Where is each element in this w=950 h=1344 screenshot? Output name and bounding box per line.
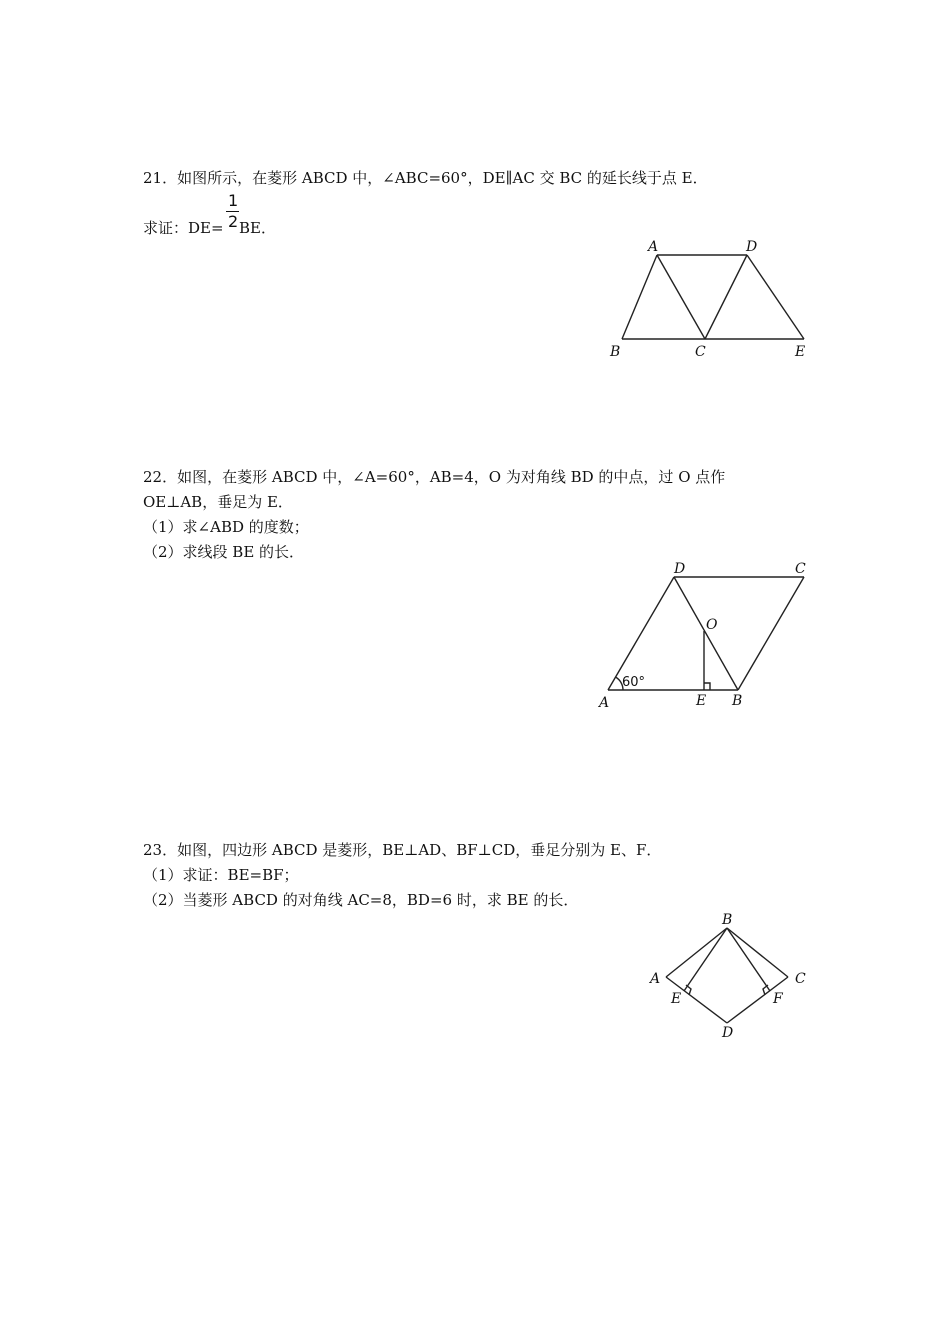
label-D: D: [722, 1025, 734, 1041]
figure-23-rhombus: [640, 905, 820, 1040]
segment-DA: [608, 577, 674, 690]
label-A: A: [650, 971, 661, 987]
segment-BC: [727, 928, 788, 977]
segment-DC: [705, 255, 747, 339]
label-E: E: [696, 693, 707, 709]
segment-DE: [747, 255, 804, 339]
problem-21-statement: 21．如图所示，在菱形 ABCD 中，∠ABC=60°，DE∥AC 交 BC 的延长线于点 E．: [143, 169, 708, 187]
segment-BA: [666, 928, 727, 977]
segment-AB: [622, 255, 657, 339]
problem-21-proof-prefix: 求证：DE=: [143, 219, 224, 237]
problem-22-statement: 22．如图，在菱形 ABCD 中，∠A=60°，AB=4，O 为对角线 BD 的中点，过 O 点作: [143, 468, 726, 486]
fraction-denominator: 2: [228, 212, 239, 231]
label-C: C: [795, 971, 806, 987]
figure-21-rhombus: [600, 230, 820, 365]
label-A: A: [648, 239, 659, 255]
problem-23-question-1: （1）求证：BE=BF；: [143, 866, 299, 884]
problem-22-statement-cont: OE⊥AB，垂足为 E．: [143, 493, 293, 511]
label-C: C: [795, 561, 806, 577]
fraction-numerator: 1: [228, 191, 239, 210]
label-D: D: [674, 561, 686, 577]
label-C: C: [695, 344, 706, 360]
figure-22-rhombus: [590, 555, 820, 715]
problem-22-question-1: （1）求∠ABD 的度数；: [143, 518, 309, 536]
segment-BF: [727, 928, 770, 991]
segment-BE: [684, 928, 727, 991]
problem-23-statement: 23．如图，四边形 ABCD 是菱形，BE⊥AD、BF⊥CD，垂足分别为 E、F．: [143, 841, 662, 859]
label-F: F: [773, 991, 783, 1007]
label-A: A: [599, 695, 610, 711]
label-O: O: [706, 617, 718, 633]
segment-AC: [657, 255, 705, 339]
angle-label: 60°: [622, 675, 646, 690]
segment-DB: [674, 577, 738, 690]
label-E: E: [795, 344, 806, 360]
label-B: B: [732, 693, 743, 709]
problem-23-question-2: （2）当菱形 ABCD 的对角线 AC=8，BD=6 时，求 BE 的长．: [143, 891, 579, 909]
segment-CB: [738, 577, 804, 690]
label-B: B: [722, 912, 733, 928]
label-D: D: [746, 239, 758, 255]
problem-21-proof-suffix: BE．: [239, 219, 276, 237]
right-angle-mark: [704, 683, 710, 690]
label-B: B: [610, 344, 621, 360]
problem-22-question-2: （2）求线段 BE 的长．: [143, 543, 305, 561]
label-E: E: [671, 991, 682, 1007]
